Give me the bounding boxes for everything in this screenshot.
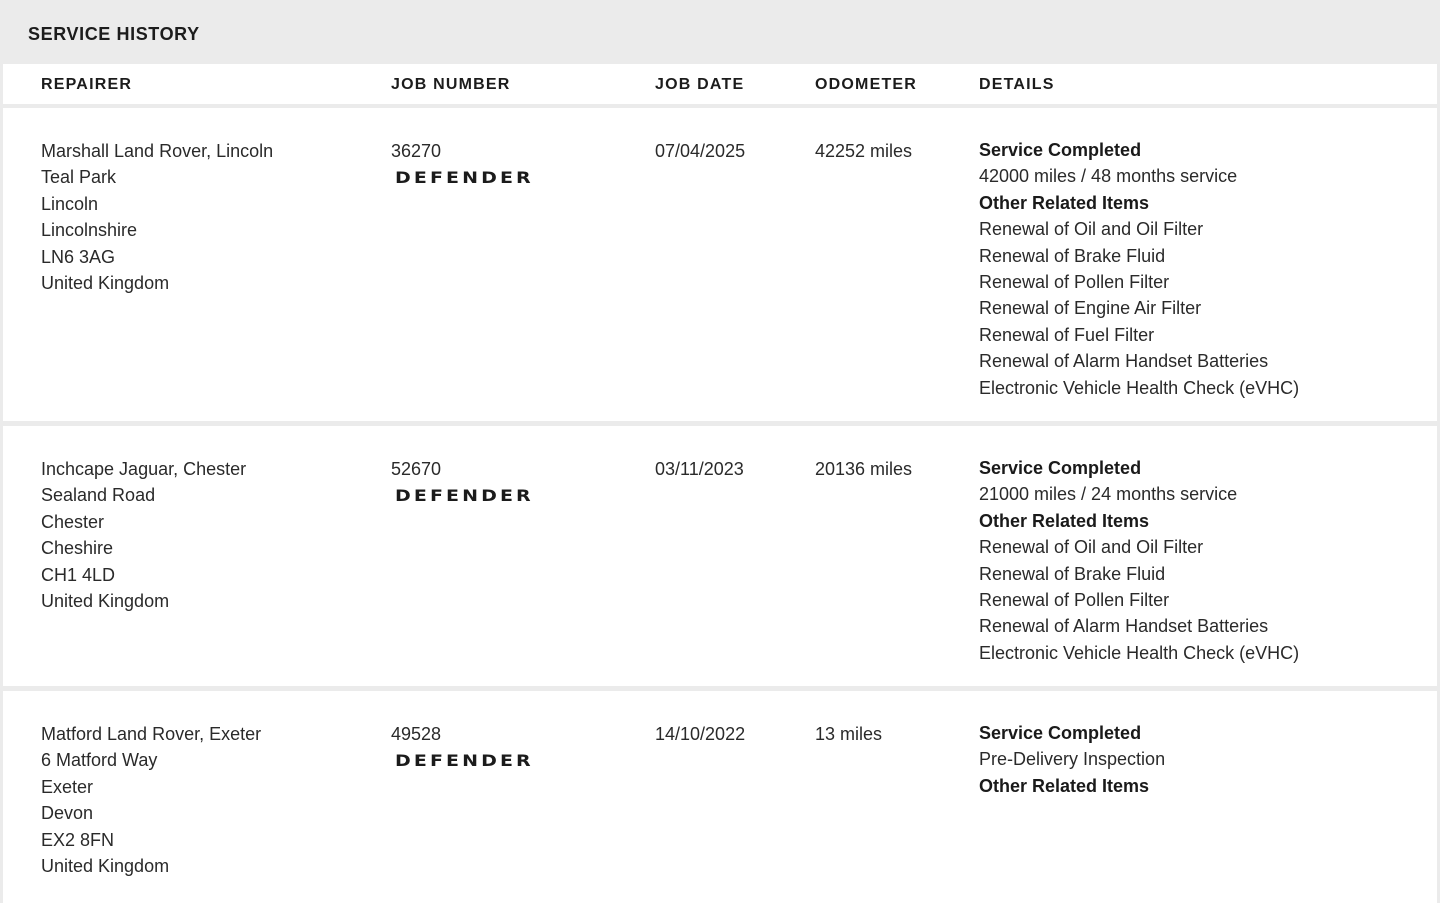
- service-description: 42000 miles / 48 months service: [979, 166, 1238, 187]
- related-item: Renewal of Pollen Filter: [979, 590, 1170, 611]
- related-item: Renewal of Alarm Handset Batteries: [979, 351, 1269, 372]
- table-header: [3, 64, 1437, 104]
- related-item: Renewal of Oil and Oil Filter: [979, 219, 1204, 240]
- related-items-heading: Other Related Items: [979, 510, 1150, 531]
- panel-title: SERVICE HISTORY: [28, 23, 200, 44]
- related-item: Renewal of Brake Fluid: [979, 245, 1166, 266]
- address-line: Cheshire: [41, 538, 114, 559]
- address-line: Exeter: [41, 776, 94, 797]
- service-completed-heading: Service Completed: [979, 140, 1142, 160]
- table-row: [3, 108, 1437, 421]
- address-line: Sealand Road: [41, 485, 156, 506]
- related-item: Renewal of Brake Fluid: [979, 563, 1166, 584]
- odometer-reading: 20136 miles: [815, 459, 913, 479]
- address-postcode: LN6 3AG: [41, 246, 116, 267]
- address-line: 6 Matford Way: [41, 750, 158, 771]
- address-line: Chester: [41, 511, 105, 532]
- address-postcode: CH1 4LD: [41, 564, 116, 585]
- service-details: [979, 455, 1299, 666]
- service-completed-heading: Service Completed: [979, 458, 1142, 478]
- column-header-job-date: JOB DATE: [655, 76, 745, 93]
- repairer-address: [41, 138, 273, 296]
- address-country: United Kingdom: [41, 273, 170, 294]
- defender-logo: DEFENDER: [395, 169, 534, 188]
- service-details: [979, 720, 1165, 799]
- repairer-address: [41, 456, 246, 614]
- column-header-repairer: REPAIRER: [41, 76, 133, 93]
- column-header-job-number: JOB NUMBER: [391, 76, 511, 93]
- job-number-cell: [391, 458, 534, 508]
- job-date: 14/10/2022: [655, 724, 746, 744]
- related-item: Renewal of Alarm Handset Batteries: [979, 616, 1269, 637]
- service-description: 21000 miles / 24 months service: [979, 484, 1238, 505]
- defender-logo: DEFENDER: [395, 752, 534, 771]
- service-description: Pre-Delivery Inspection: [979, 749, 1166, 770]
- related-items-heading: Other Related Items: [979, 192, 1150, 213]
- address-line: Lincoln: [41, 193, 99, 214]
- repairer-address: [41, 721, 261, 879]
- table-row: [3, 426, 1437, 686]
- defender-logo: DEFENDER: [395, 487, 534, 506]
- related-item: Renewal of Fuel Filter: [979, 324, 1155, 345]
- job-number: 36270: [391, 141, 442, 161]
- column-header-details: DETAILS: [979, 76, 1055, 93]
- job-date: 07/04/2025: [655, 141, 746, 161]
- repairer-name: Marshall Land Rover, Lincoln: [41, 141, 274, 161]
- related-items-heading: Other Related Items: [979, 775, 1150, 796]
- job-date: 03/11/2023: [655, 459, 744, 479]
- address-line: Devon: [41, 803, 94, 824]
- table-row: [3, 691, 1437, 903]
- column-header-odometer: ODOMETER: [815, 76, 918, 93]
- related-item: Renewal of Pollen Filter: [979, 272, 1170, 293]
- service-history-panel: [0, 4, 1440, 903]
- address-country: United Kingdom: [41, 591, 170, 612]
- job-number: 52670: [391, 459, 442, 479]
- address-line: Teal Park: [41, 167, 117, 188]
- job-number: 49528: [391, 724, 442, 744]
- service-completed-heading: Service Completed: [979, 723, 1142, 743]
- related-item: Renewal of Engine Air Filter: [979, 298, 1202, 319]
- related-item: Electronic Vehicle Health Check (eVHC): [979, 377, 1300, 398]
- related-item: Renewal of Oil and Oil Filter: [979, 537, 1204, 558]
- job-number-cell: [391, 140, 534, 190]
- repairer-name: Matford Land Rover, Exeter: [41, 724, 262, 744]
- address-postcode: EX2 8FN: [41, 829, 115, 850]
- related-item: Electronic Vehicle Health Check (eVHC): [979, 642, 1300, 663]
- job-number-cell: [391, 723, 534, 773]
- odometer-reading: 13 miles: [815, 724, 883, 744]
- odometer-reading: 42252 miles: [815, 141, 913, 161]
- address-country: United Kingdom: [41, 856, 170, 877]
- service-details: [979, 137, 1299, 401]
- address-line: Lincolnshire: [41, 220, 138, 241]
- repairer-name: Inchcape Jaguar, Chester: [41, 459, 247, 479]
